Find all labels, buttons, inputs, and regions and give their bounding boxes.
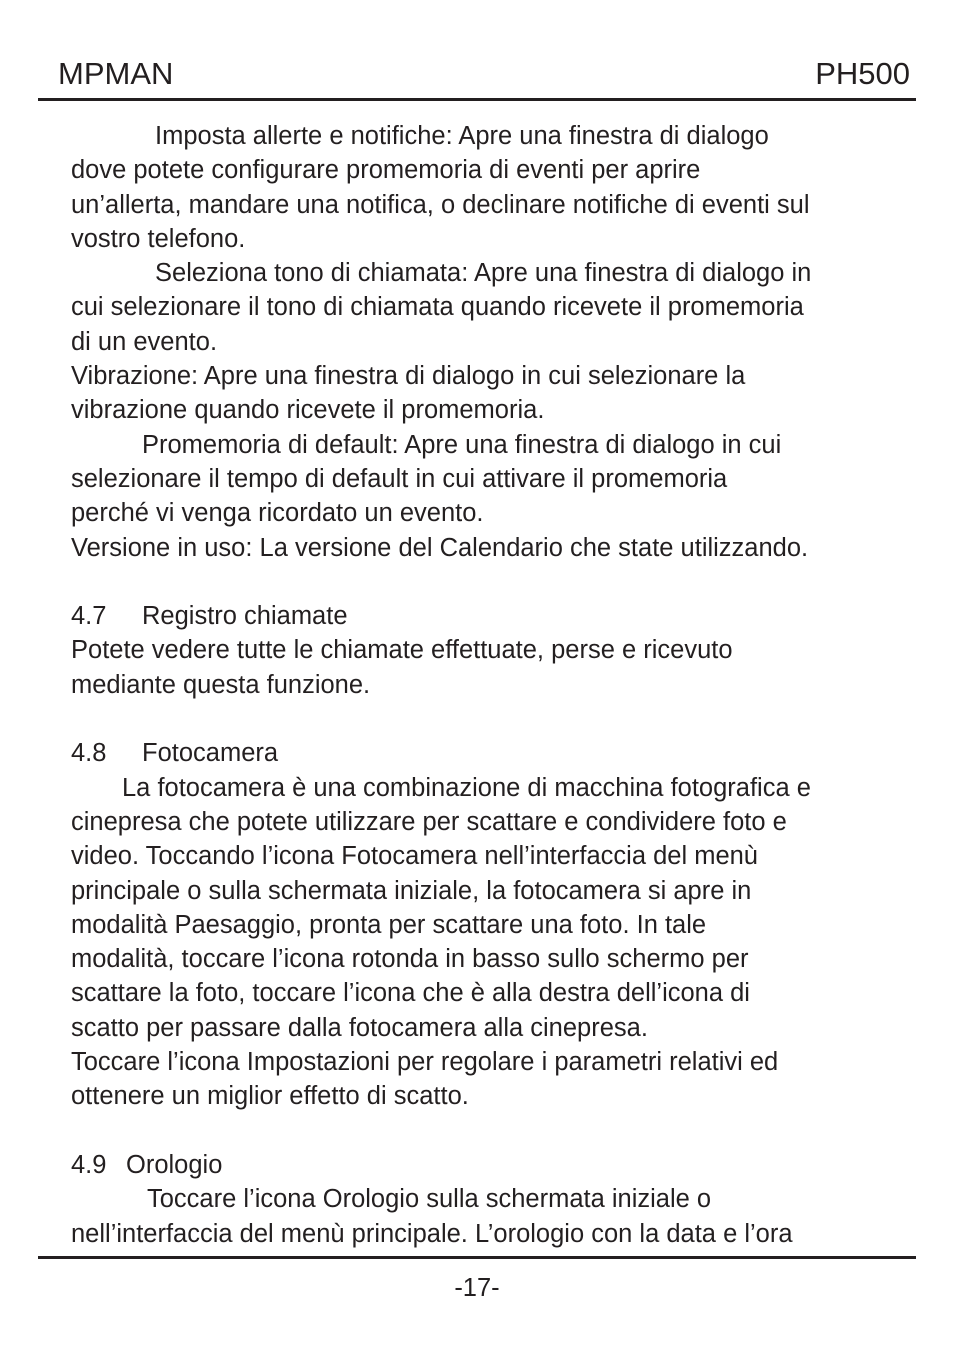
text-line: vibrazione quando ricevete il promemoria.	[71, 396, 545, 425]
section-number: 4.9	[71, 1150, 107, 1179]
section-heading-4-9	[71, 1148, 891, 1182]
text-line: scatto per passare dalla fotocamera alla cinepresa.	[71, 1013, 648, 1042]
section-number: 4.8	[71, 739, 107, 768]
text-line: perché vi venga ricordato un evento.	[71, 499, 484, 528]
section-title: Fotocamera	[142, 739, 279, 768]
text-line: Promemoria di default: Apre una finestra di dialogo in cui	[142, 430, 782, 459]
text-line: modalità Paesaggio, pronta per scattare una foto. In tale	[71, 910, 707, 939]
footer-rule	[38, 1256, 916, 1259]
text-line: La fotocamera è una combinazione di macchina fotografica e	[122, 773, 811, 802]
text-line: Toccare l’icona Impostazioni per regolare i parametri relativi ed	[71, 1048, 779, 1077]
text-line: scattare la foto, toccare l’icona che è alla destra dell’icona di	[71, 979, 750, 1008]
text-line: principale o sulla schermata iniziale, la fotocamera si apre in	[71, 876, 752, 905]
text-line: mediante questa funzione.	[71, 670, 371, 699]
text-line: Versione in uso: La versione del Calendario che state utilizzando.	[71, 533, 809, 562]
section-title: Orologio	[126, 1150, 223, 1179]
page-number: -17-	[454, 1274, 500, 1302]
text-line: cinepresa che potete utilizzare per scattare e condividere foto e	[71, 807, 787, 836]
page-body	[71, 119, 891, 1251]
text-line: dove potete configurare promemoria di eventi per aprire	[71, 156, 701, 185]
text-line: modalità, toccare l’icona rotonda in basso sullo schermo per	[71, 945, 749, 974]
model-name: PH500	[815, 56, 910, 91]
text-line: Vibrazione: Apre una finestra di dialogo in cui selezionare la	[71, 362, 746, 391]
text-line: selezionare il tempo di default in cui attivare il promemoria	[71, 464, 728, 493]
text-line: cui selezionare il tono di chiamata quando ricevete il promemoria	[71, 293, 804, 322]
section-number: 4.7	[71, 602, 107, 631]
text-line: un’allerta, mandare una notifica, o declinare notifiche di eventi sul	[71, 190, 810, 219]
text-line: Seleziona tono di chiamata: Apre una finestra di dialogo in	[155, 259, 812, 288]
text-line: Toccare l’icona Orologio sulla schermata iniziale o	[147, 1185, 712, 1214]
page-header	[38, 52, 916, 101]
text-line: vostro telefono.	[71, 224, 246, 253]
brand-name: MPMAN	[58, 56, 174, 91]
text-line: Imposta allerte e notifiche: Apre una finestra di dialogo	[155, 122, 769, 150]
text-line: di un evento.	[71, 327, 218, 356]
text-line: Potete vedere tutte le chiamate effettuate, perse e ricevuto	[71, 636, 733, 665]
section-heading-4-7	[71, 599, 891, 633]
section-heading-4-8	[71, 736, 891, 770]
text-line: nell’interfaccia del menù principale. L’orologio con la data e l’ora	[71, 1219, 793, 1248]
text-line: ottenere un miglior effetto di scatto.	[71, 1082, 469, 1111]
section-title: Registro chiamate	[142, 602, 348, 631]
text-line: video. Toccando l’icona Fotocamera nell’interfaccia del menù	[71, 842, 758, 871]
